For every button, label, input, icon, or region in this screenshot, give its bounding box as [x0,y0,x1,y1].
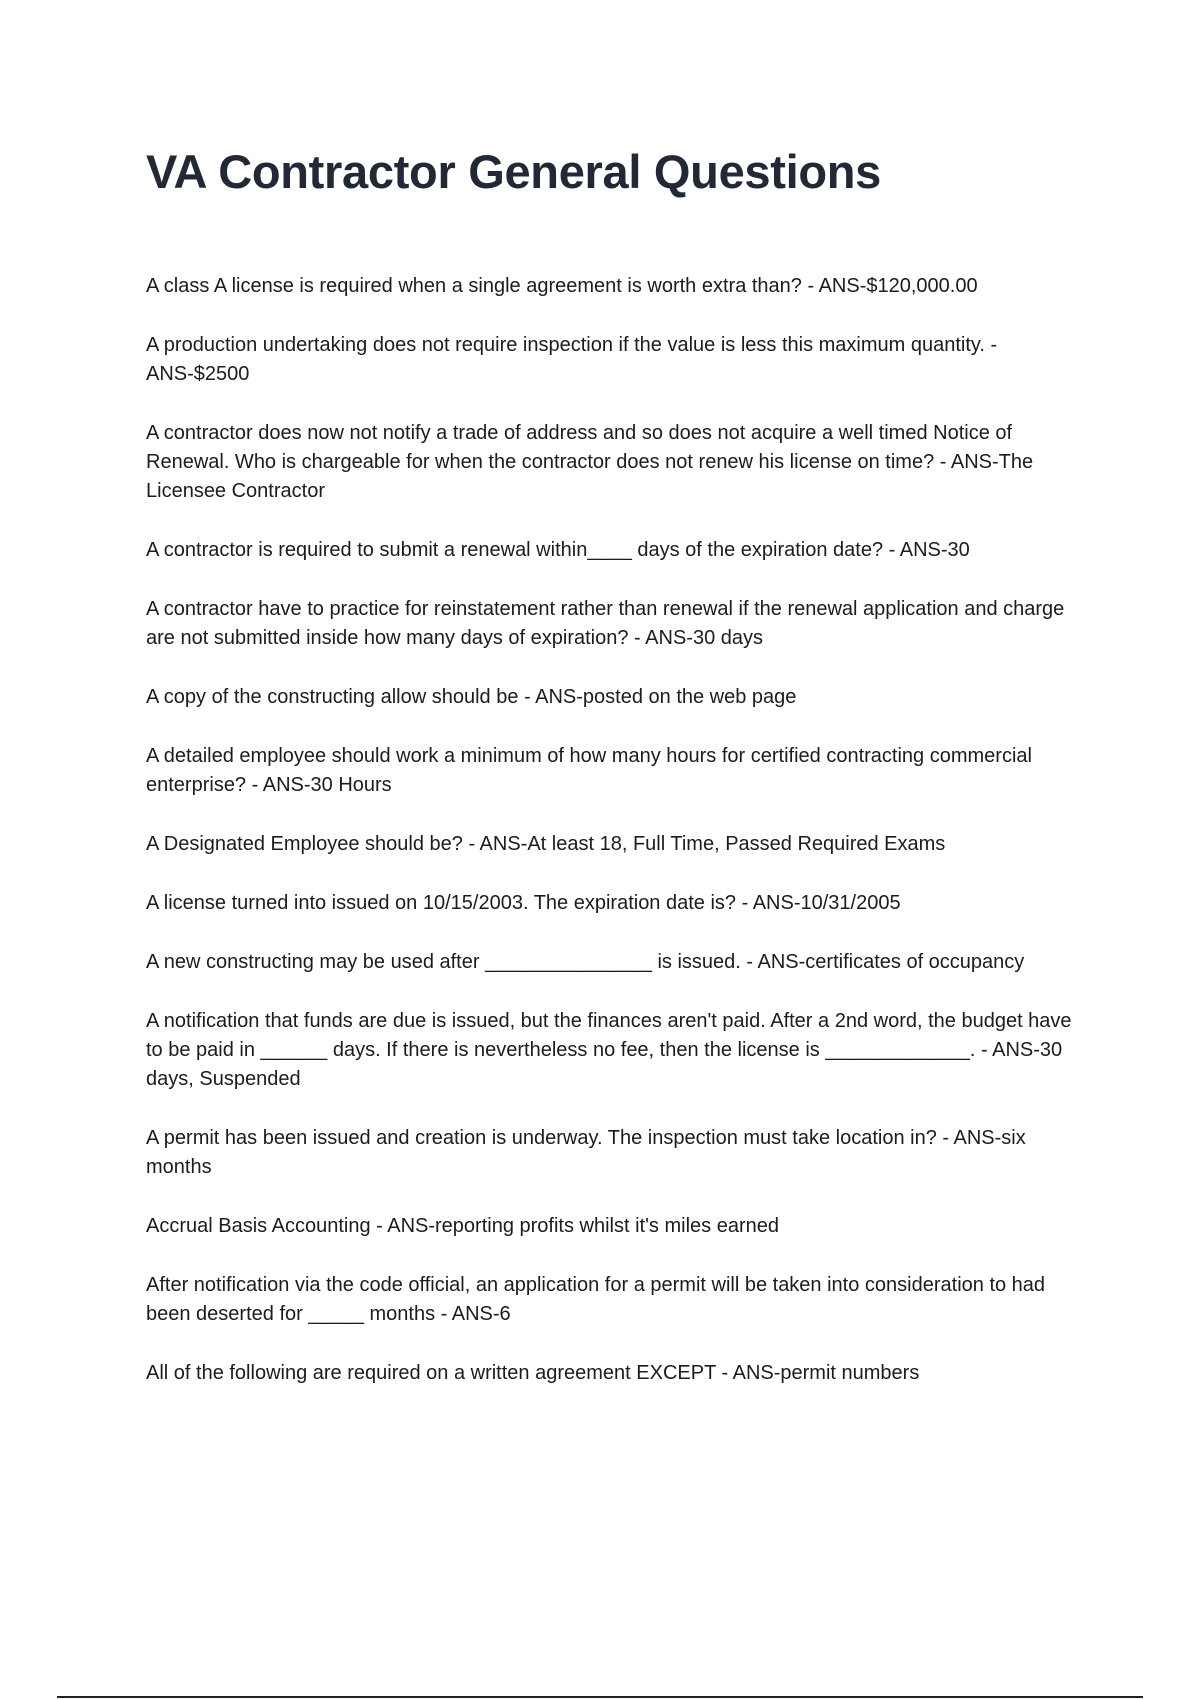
qa-item: A production undertaking does not require inspection if the value is less this maximum quantity. - ANS-$2500 [146,334,998,385]
qa-item: A permit has been issued and creation is underway. The inspection must take location in? - ANS-six months [146,1127,1026,1178]
qa-item: A contractor is required to submit a renewal within____ days of the expiration date? - ANS-30 [146,539,970,561]
question-list [146,272,1086,1418]
qa-item: A copy of the constructing allow should be - ANS-posted on the web page [146,686,797,708]
qa-item: A detailed employee should work a minimum of how many hours for certified contracting commercial enterprise? - ANS-30 Hours [146,745,1032,796]
qa-item: Accrual Basis Accounting - ANS-reporting profits whilst it's miles earned [146,1215,779,1237]
qa-item: A class A license is required when a single agreement is worth extra than? - ANS-$120,000.00 [146,275,978,297]
qa-item: A Designated Employee should be? - ANS-At least 18, Full Time, Passed Required Exams [146,833,946,855]
qa-item: A contractor does now not notify a trade of address and so does not acquire a well timed Notice of Renewal. Who is chargeable for when the contractor does not renew his license on time? - ANS-The Licensee Contractor [146,422,1034,502]
page-divider [57,1696,1143,1698]
qa-item: All of the following are required on a written agreement EXCEPT - ANS-permit numbers [146,1362,920,1384]
qa-item: A contractor have to practice for reinstatement rather than renewal if the renewal application and charge are not submitted inside how many days of expiration? - ANS-30 days [146,598,1065,649]
qa-item: A license turned into issued on 10/15/2003. The expiration date is? - ANS-10/31/2005 [146,892,901,914]
qa-item: After notification via the code official, an application for a permit will be taken into consideration to had been deserted for _____ months - ANS-6 [146,1274,1046,1325]
qa-item: A new constructing may be used after _______________ is issued. - ANS-certificates of occupancy [146,951,1025,973]
page-title: VA Contractor General Questions [146,145,882,198]
qa-item: A notification that funds are due is issued, but the finances aren't paid. After a 2nd word, the budget have to be paid in ______ days. If there is nevertheless no fee, then the license is _____________. - ANS-30 days, Suspended [146,1010,1072,1090]
